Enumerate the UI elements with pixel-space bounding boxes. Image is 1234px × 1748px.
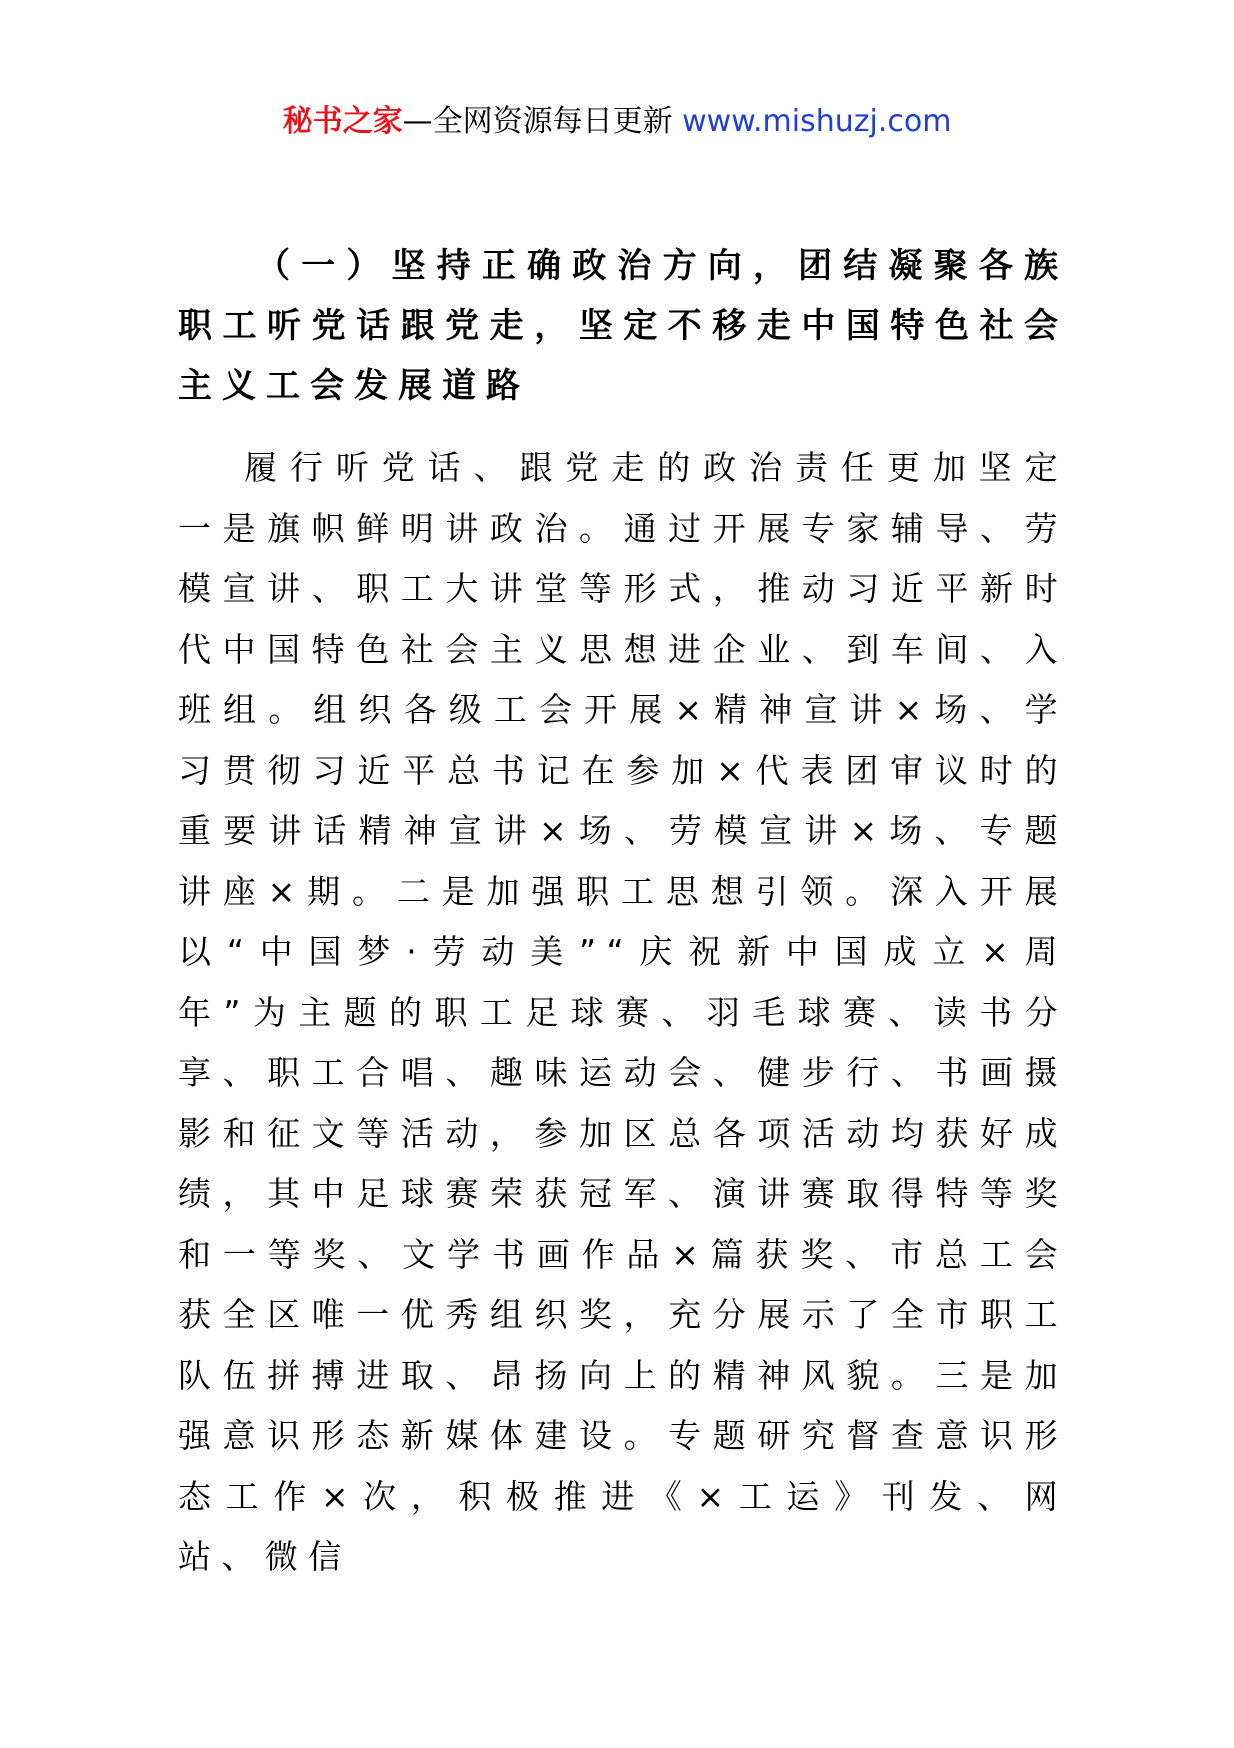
body-paragraph: 履行听党话、跟党走的政治责任更加坚定一是旗帜鲜明讲政治。通过开展专家辅导、劳模宣讲、职工大讲堂等形式，推动习近平新时代中国特色社会主义思想进企业、到车间、入班组。组织各级工会开展×精神宣讲×场、学习贯彻习近平总书记在参加×代表团审议时的重要讲话精神宣讲×场、劳模宣讲×场、专题讲座×期。二是加强职工思想引领。深入开展以“中国梦·劳动美”“庆祝新中国成立×周年”为主题的职工足球赛、羽毛球赛、读书分享、职工合唱、趣味运动会、健步行、书画摄影和征文等活动，参加区总各项活动均获好成绩，其中足球赛荣获冠军、演讲赛取得特等奖和一等奖、文学书画作品×篇获奖、市总工会获全区唯一优秀组织奖，充分展示了全市职工队伍拼搏进取、昂扬向上的精神风貌。三是加强意识形态新媒体建设。专题研究督查意识形态工作×次，积极推进《×工运》刊发、网站、微信 xyxy=(178,448,1068,1576)
brand-name: 秘书之家 xyxy=(282,104,403,139)
document-content xyxy=(178,236,1068,1588)
page-header xyxy=(0,100,1234,144)
header-tagline: —全网资源每日更新 xyxy=(402,104,683,139)
website-link[interactable]: www.mishuzj.com xyxy=(682,104,952,139)
section-heading: （一）坚持正确政治方向，团结凝聚各族职工听党话跟党走，坚定不移走中国特色社会主义工会发展道路 xyxy=(178,246,1068,406)
